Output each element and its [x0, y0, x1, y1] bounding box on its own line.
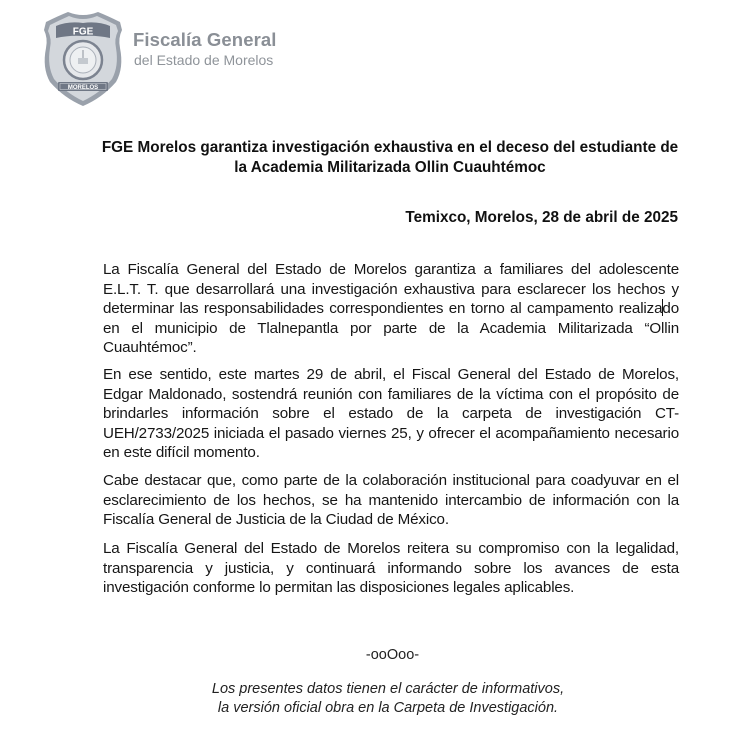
paragraph-3-text: Cabe destacar que, como parte de la colaboración institucional para coadyuvar en el esclarecimiento de los hechos, se ha mantenido intercambio de información con la Fiscalía General de Justicia de la Ciudad de México.: [103, 472, 679, 529]
paragraph-2-text: En ese sentido, este martes 29 de abril, el Fiscal General del Estado de Morelos, Edgar Maldonado, sostendrá reunión con familiares de la víctima con el propósito de brindarles información sobre el estado de la carpeta de investigación CT-UEH/2733/2025 iniciada el pasado viernes 25, y ofrecer el acompañamiento necesario en este difícil momento.: [103, 366, 679, 462]
disclaimer: [0, 680, 750, 717]
paragraph-1[interactable]: [103, 260, 679, 358]
paragraph-1-text-after-caret: do en el municipio de Tlalnepantla por parte de la Academia Militarizada “Ollin Cuauhtémoc”.: [103, 300, 679, 357]
organization-subtitle: del Estado de Morelos: [134, 52, 274, 68]
paragraph-2[interactable]: [103, 365, 679, 463]
disclaimer-line-2: la versión oficial obra en la Carpeta de Investigación.: [217, 699, 559, 716]
fge-shield-badge-icon: [38, 8, 128, 108]
svg-text:FGE: FGE: [72, 26, 94, 38]
paragraph-3[interactable]: [103, 471, 679, 530]
paragraph-4[interactable]: [103, 539, 679, 598]
title-line-1: FGE Morelos garantiza investigación exhaustiva en el deceso del estudiante de: [101, 139, 679, 156]
closing-separator: -ooOoo-: [365, 647, 420, 663]
letterhead: [38, 8, 338, 108]
dateline: Temixco, Morelos, 28 de abril de 2025: [405, 209, 678, 226]
svg-text:MORELOS: MORELOS: [67, 85, 99, 91]
title-line-2: la Academia Militarizada Ollin Cuauhtémoc: [234, 159, 546, 176]
organization-name: Fiscalía General: [133, 29, 277, 50]
disclaimer-line-1: Los presentes datos tienen el carácter de informativos,: [211, 681, 565, 697]
paragraph-1-text-before-caret: La Fiscalía General del Estado de Morelos garantiza a familiares del adolescente E.L.T. T. que desarrollará una investigación exhaustiva para esclarecer los hechos y determinar las responsabilidades correspondientes en torno al campamento realiza: [103, 261, 679, 318]
press-release-title: [60, 138, 720, 178]
paragraph-4-text: La Fiscalía General del Estado de Morelos reitera su compromiso con la legalidad, transparencia y justicia, y continuará informando sobre los avances de esta investigación conforme lo permitan las disposiciones legales aplicables.: [103, 540, 679, 597]
